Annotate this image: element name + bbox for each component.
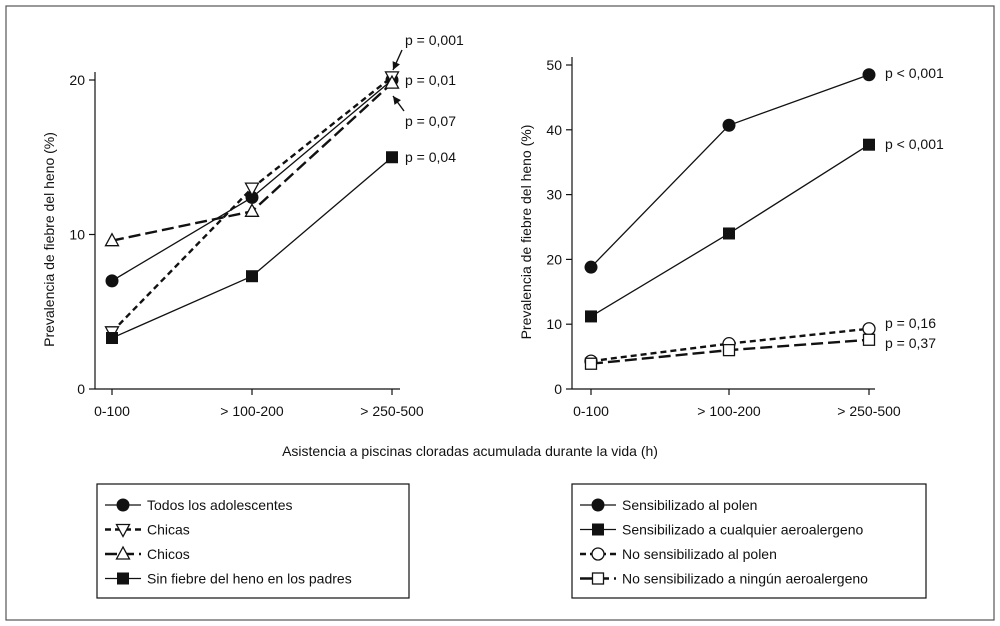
data-point [246, 270, 258, 282]
p-value-label: p = 0,16 [885, 315, 936, 331]
series-line [112, 83, 392, 241]
x-tick-label: 0-100 [573, 403, 609, 419]
p-value-label: p = 0,04 [405, 149, 456, 165]
data-point [586, 358, 597, 369]
data-point [246, 204, 259, 216]
legend-label: Chicas [147, 521, 190, 538]
legend-marker [593, 573, 604, 584]
data-point [724, 345, 735, 356]
data-point [863, 139, 875, 151]
y-tick-label: 10 [546, 316, 562, 333]
series-4 [106, 151, 398, 344]
data-point [106, 274, 119, 287]
y-tick-label: 10 [69, 226, 85, 243]
p-value-label: p = 0,37 [885, 335, 936, 351]
data-point [863, 68, 876, 81]
y-tick-label: 20 [69, 72, 85, 88]
series-1 [585, 68, 876, 273]
p-value-label: p = 0,01 [405, 72, 456, 88]
p-value-label: p < 0,001 [885, 136, 944, 152]
x-tick-label: > 100-200 [697, 403, 761, 419]
y-tick-label: 0 [554, 381, 562, 397]
data-point [723, 119, 736, 132]
p-value-label: p < 0,001 [885, 65, 944, 81]
legend-label: Sin fiebre del heno en los padres [147, 570, 352, 587]
legend-label: Todos los adolescentes [147, 497, 293, 513]
legend-label: Sensibilizado a cualquier aeroalergeno [622, 521, 864, 538]
chart-panel-1 [41, 32, 464, 419]
legend-marker [592, 524, 604, 536]
data-point [585, 261, 598, 274]
legend-marker [592, 548, 604, 560]
legend-label: Chicos [147, 546, 190, 562]
series-3 [106, 76, 399, 246]
legend-1 [97, 484, 409, 598]
data-point [723, 227, 735, 239]
data-point [386, 151, 398, 163]
p-value-label: p = 0,001 [405, 32, 464, 48]
x-tick-label: > 250-500 [360, 403, 424, 419]
legend-2 [572, 484, 926, 598]
x-tick-label: > 250-500 [837, 403, 901, 419]
legend-marker [117, 499, 130, 512]
legend-label: No sensibilizado a ningún aeroalergeno [622, 570, 868, 587]
y-axis-label: Prevalencia de fiebre del heno (%) [518, 124, 534, 340]
series-2 [585, 139, 875, 323]
p-value-label: p = 0,07 [405, 113, 456, 129]
p-value-arrowhead [393, 96, 401, 105]
data-point [864, 334, 875, 345]
legend-marker [117, 573, 129, 585]
y-tick-label: 0 [77, 381, 85, 397]
y-tick-label: 20 [546, 251, 562, 268]
x-tick-label: > 100-200 [220, 403, 284, 419]
data-point [585, 310, 597, 322]
y-tick-label: 50 [546, 57, 562, 73]
legend-label: Sensibilizado al polen [622, 497, 758, 513]
legend-marker [592, 499, 605, 512]
y-axis-label: Prevalencia de fiebre del heno (%) [41, 132, 57, 347]
legend-label: No sensibilizado al polen [622, 546, 777, 562]
y-tick-label: 30 [546, 186, 562, 203]
y-tick-label: 40 [546, 121, 562, 138]
x-tick-label: 0-100 [94, 403, 130, 419]
data-point [863, 323, 875, 335]
chart-panel-2 [518, 57, 944, 419]
x-axis-label: Asistencia a piscinas cloradas acumulada durante la vida (h) [282, 443, 658, 459]
data-point [106, 332, 118, 344]
